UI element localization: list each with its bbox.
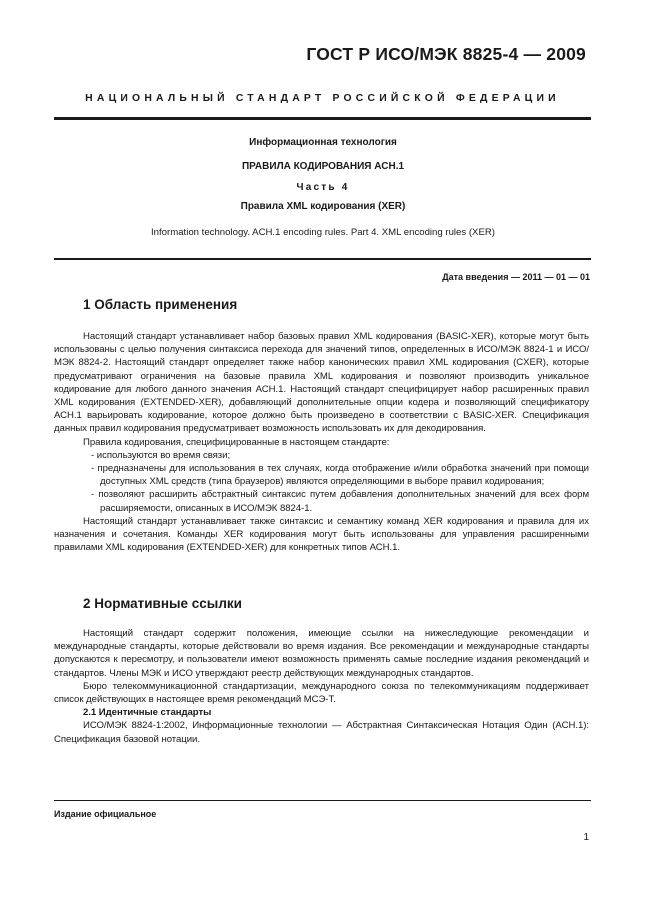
title-divider [54,258,591,260]
list-item: - позволяют расширить абстрактный синтаксис путем добавления дополнительных значений для всех форм расширяемости, описанных в ИСО/МЭК 8824-1. [91,489,589,514]
title-line-1: Информационная технология [249,137,397,148]
section-1-paragraph-2: Правила кодирования, специфицированные в настоящем стандарте: [83,436,390,448]
title-line-2: ПРАВИЛА КОДИРОВАНИЯ АСН.1 [241,161,405,172]
footer-divider [54,800,591,801]
english-title: Information technology. ACH.1 encoding rules. Part 4. XML encoding rules (XER) [151,227,495,238]
section-2-paragraph-3: ИСО/МЭК 8824-1:2002, Информационные технологии — Абстрактная Синтаксическая Нотация Один (АСН.1): Спецификация базовой нотации. [54,720,589,745]
section-1-heading: 1 Область применения [83,297,238,312]
page-number: 1 [583,832,589,843]
section-2-paragraph-1: Настоящий стандарт содержит положения, имеющие ссылки на нижеследующие рекомендации и международные стандарты, которые действовали во время издания. Все рекомендации и международные стандарты допускаются к пересмотру, и пользователи имеют возможность применять самые последние издания рекомендаций и стандартов. Члены МЭК и ИСО утверждают реестр действующих международных стандартов. [54,628,589,679]
section-2-heading: 2 Нормативные ссылки [83,596,242,611]
standard-code: ГОСТ Р ИСО/МЭК 8825-4 — 2009 [306,44,586,64]
section-2-body [54,627,589,746]
introduction-date: Дата введения — 2011 — 01 — 01 [442,272,590,282]
title-line-4: Правила XML кодирования (XER) [240,201,406,212]
list-item: - предназначены для использования в тех случаях, когда отображение и/или обработка значений при помощи доступных XML средств (типа браузеров) являются определяющими в выборе правил кодирования; [91,463,589,488]
section-1-body [54,330,589,554]
subsection-2-1-heading: 2.1 Идентичные стандарты [83,707,212,719]
title-part: Часть 4 [296,182,350,193]
section-1-paragraph-1: Настоящий стандарт устанавливает набор базовых правил XML кодирования (BASIC-XER), которые могут быть использованы с целью получения синтаксиса перехода для значений типов, определенных в ИСО/МЭК 8824-1 и ИСО/МЭК 8824-2. Настоящий стандарт определяет также набор канонических правил XML кодирования (CXER), которые предусматривают ограничения на базовые правила XML кодирования и позволяют производить уникальное кодирование для любого данного значения АСН.1. Настоящий стандарт специфицирует набор расширенных правил XML кодирования (EXTENDED-XER), добавляющий дополнительные опции кодера и позволяющий спецификатору АСН.1 варьировать кодирование, которое должно быть произведено в соответствии с BASIC-XER. Спецификация данных правил кодирования предусматривает возможность использовать их для декодирования. [54,331,589,435]
official-edition-label: Издание официальное [54,809,157,819]
section-1-paragraph-3: Настоящий стандарт устанавливает также синтаксис и семантику команд XER кодирования и правила для их назначения и сочетания. Команды XER кодирования могут быть использованы для управления расширенными правилами XML кодирования (EXTENDED-XER) для конкретных типов АСН.1. [54,515,589,554]
list-item: - используются во время связи; [91,449,231,461]
national-standard-banner: НАЦИОНАЛЬНЫЙ СТАНДАРТ РОССИЙСКОЙ ФЕДЕРАЦИИ [85,93,560,104]
header-divider [54,117,591,120]
section-2-paragraph-2: Бюро телекоммуникационной стандартизации, международного союза по телекоммуникациям поддерживает список действующих в настоящее время рекомендаций МСЭ-Т. [54,680,589,706]
section-1-list [54,449,589,515]
